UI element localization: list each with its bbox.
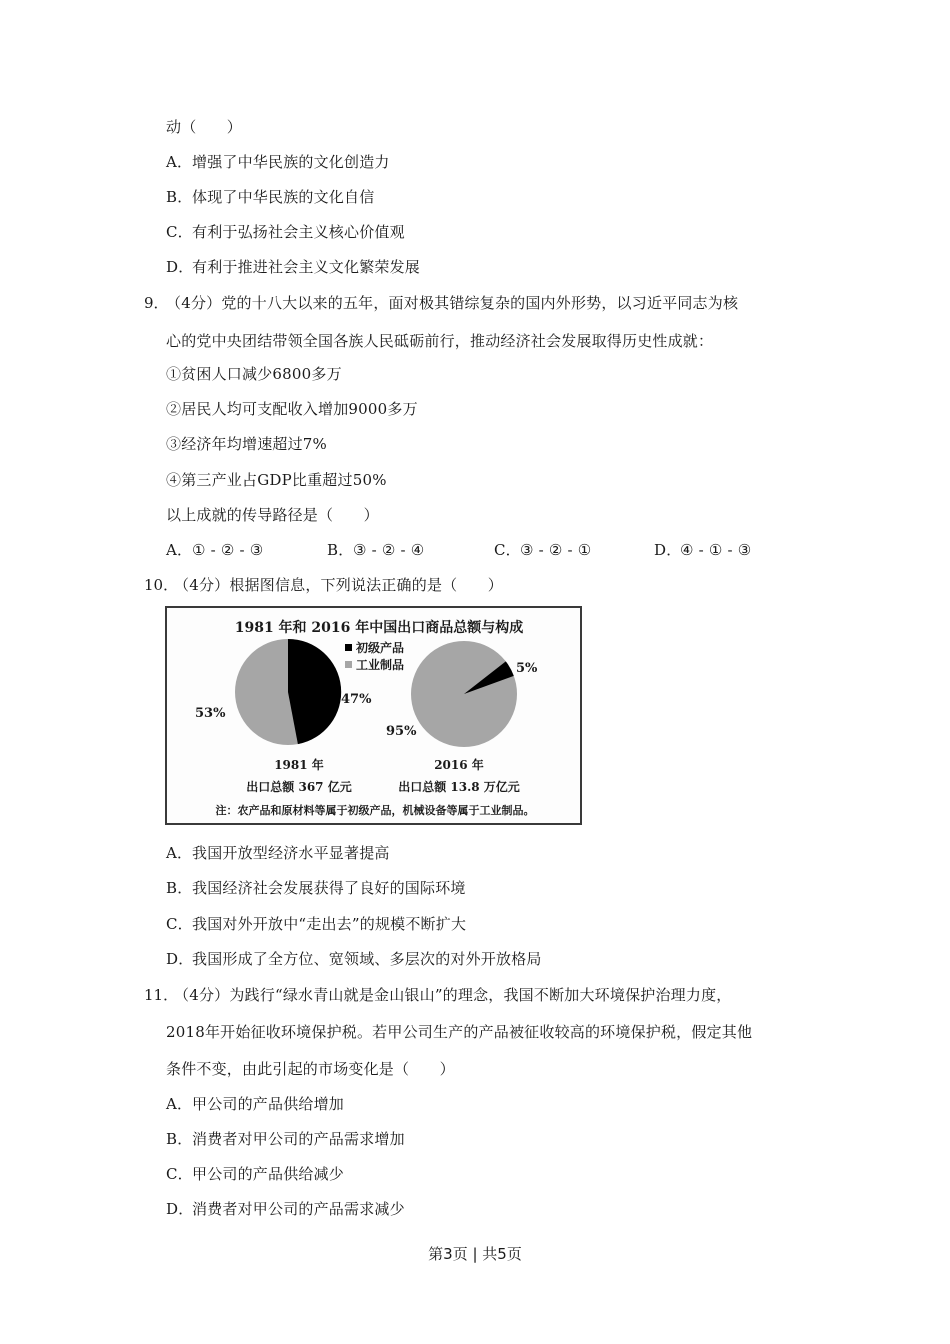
legend-swatch-industrial — [345, 661, 352, 668]
pie-2016-label-primary: 5% — [516, 661, 538, 676]
legend-swatch-primary — [345, 644, 352, 651]
legend-label-primary: 初级产品 — [356, 641, 405, 655]
q9-option-c — [494, 540, 591, 560]
option-text: 增强了中华民族的文化创造力 — [192, 153, 390, 171]
q10-option-b — [166, 878, 466, 898]
option-text: 消费者对甲公司的产品需求减少 — [192, 1200, 405, 1218]
option-text: ③ - ② - ④ — [353, 541, 425, 559]
option-text: ④ - ① - ③ — [680, 541, 752, 559]
page-indicator: 第3页 | 共5页 — [428, 1245, 522, 1263]
pie-2016-total: 出口总额 13.8 万亿元 — [398, 780, 520, 794]
pie-1981-year: 1981 年 — [274, 758, 324, 772]
q10-option-d — [166, 949, 542, 969]
chart-title: 1981 年和 2016 年中国出口商品总额与构成 — [234, 620, 524, 636]
q11-stem-line2: 2018年开始征收环境保护税。若甲公司生产的产品被征收较高的环境保护税，假定其他 — [166, 1023, 753, 1041]
pie-1981-label-industrial: 53% — [195, 706, 226, 721]
pie-2016-year: 2016 年 — [434, 758, 484, 772]
q8-stem-end: 动（ ） — [166, 118, 243, 136]
option-label: D． — [166, 1200, 194, 1218]
pie-2016 — [411, 641, 517, 747]
option-label: C． — [166, 1165, 193, 1183]
option-label: B． — [327, 541, 354, 559]
q11-option-a — [166, 1094, 344, 1114]
q11-stem-line3: 条件不变，由此引起的市场变化是（ ） — [166, 1060, 455, 1078]
option-text: 有利于推进社会主义文化繁荣发展 — [192, 258, 421, 276]
option-text: ③ - ② - ① — [520, 541, 592, 559]
option-text: 甲公司的产品供给减少 — [192, 1165, 345, 1183]
q9-number: 9． — [144, 294, 169, 312]
q8-option-b — [166, 187, 374, 207]
q10-number: 10． — [144, 576, 179, 594]
q9-item-4: ④第三产业占GDP比重超过50% — [166, 471, 387, 489]
option-label: B． — [166, 879, 193, 897]
q10-stem: （4分）根据图信息，下列说法正确的是（ ） — [174, 576, 503, 594]
option-text: 有利于弘扬社会主义核心价值观 — [192, 223, 405, 241]
q11-option-d — [166, 1199, 405, 1219]
option-text: 我国经济社会发展获得了良好的国际环境 — [192, 879, 466, 897]
q9-option-a — [166, 540, 263, 560]
legend-label-industrial: 工业制品 — [356, 658, 405, 672]
pie-2016-label-industrial: 95% — [386, 724, 417, 739]
q8-option-a — [166, 152, 390, 172]
pie-1981-primary-slice — [288, 639, 341, 744]
option-label: C． — [166, 223, 193, 241]
q9-option-b — [327, 540, 424, 560]
q9-item-2: ②居民人均可支配收入增加9000多万 — [166, 400, 418, 418]
export-pie-chart — [165, 606, 582, 825]
q8-option-d — [166, 257, 420, 277]
q8-option-c — [166, 222, 405, 242]
option-text: ① - ② - ③ — [192, 541, 264, 559]
option-label: B． — [166, 1130, 193, 1148]
option-label: D． — [654, 541, 682, 559]
q9-item-1: ①贫困人口减少6800多万 — [166, 365, 342, 383]
q9-question: 以上成就的传导路径是（ ） — [166, 506, 379, 524]
pie-chart-svg — [167, 608, 584, 827]
option-label: B． — [166, 188, 193, 206]
q11-option-b — [166, 1129, 405, 1149]
chart-note: 注：农产品和原材料等属于初级产品，机械设备等属于工业制品。 — [215, 804, 535, 817]
option-label: C． — [166, 915, 193, 933]
option-text: 消费者对甲公司的产品需求增加 — [192, 1130, 405, 1148]
option-label: D． — [166, 950, 194, 968]
q11-stem-line1: （4分）为践行“绿水青山就是金山银山”的理念，我国不断加大环境保护治理力度， — [174, 986, 732, 1004]
q10-option-a — [166, 843, 390, 863]
pie-1981-total: 出口总额 367 亿元 — [246, 780, 352, 794]
option-text: 体现了中华民族的文化自信 — [192, 188, 375, 206]
pie-1981 — [235, 639, 341, 745]
q9-option-d — [654, 540, 751, 560]
option-label: D． — [166, 258, 194, 276]
option-label: C． — [494, 541, 521, 559]
option-text: 我国对外开放中“走出去”的规模不断扩大 — [192, 915, 467, 933]
option-label: A． — [166, 1095, 193, 1113]
option-text: 我国形成了全方位、宽领域、多层次的对外开放格局 — [192, 950, 542, 968]
q11-option-c — [166, 1164, 344, 1184]
option-label: A． — [166, 541, 193, 559]
option-label: A． — [166, 844, 193, 862]
option-text: 我国开放型经济水平显著提高 — [192, 844, 390, 862]
pie-1981-label-primary: 47% — [341, 692, 372, 707]
q9-stem-line1: （4分）党的十八大以来的五年，面对极其错综复杂的国内外形势，以习近平同志为核 — [166, 294, 739, 312]
q11-number: 11． — [144, 986, 179, 1004]
q9-stem-line2: 心的党中央团结带领全国各族人民砥砺前行，推动经济社会发展取得历史性成就： — [166, 332, 714, 350]
q10-option-c — [166, 914, 466, 934]
q9-item-3: ③经济年均增速超过7% — [166, 435, 327, 453]
option-text: 甲公司的产品供给增加 — [192, 1095, 345, 1113]
option-label: A． — [166, 153, 193, 171]
